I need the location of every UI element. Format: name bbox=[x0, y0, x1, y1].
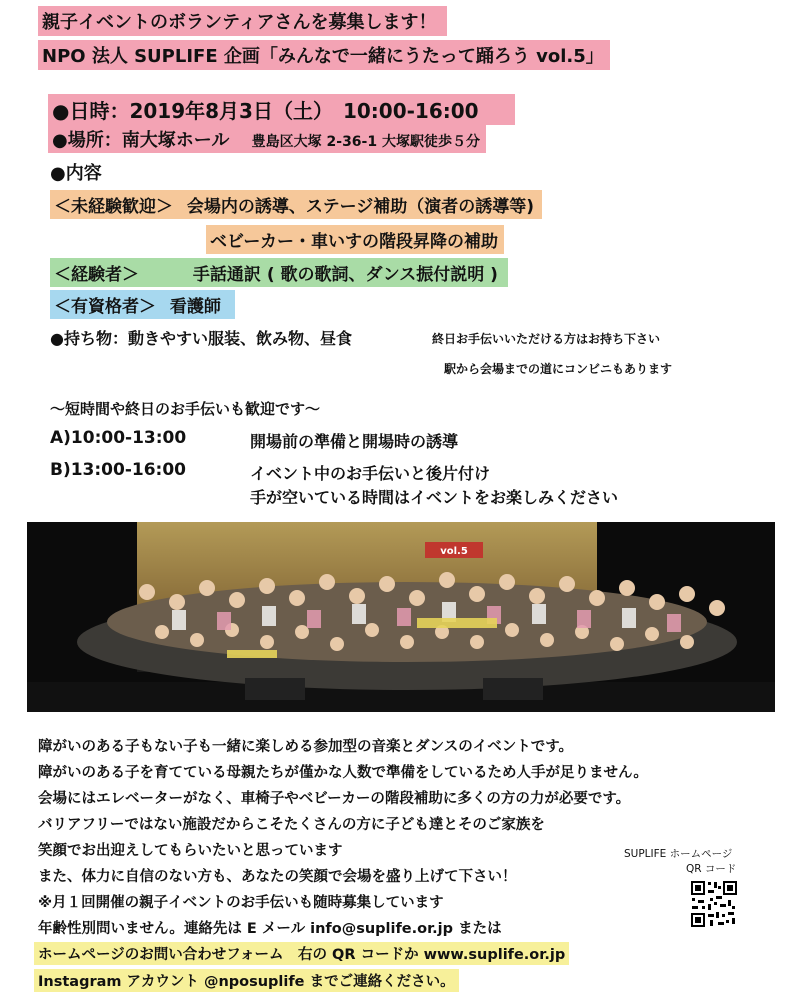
desc-line-4: バリアフリーではない施設だからこそたくさんの方に子ども達とそのご家族を bbox=[38, 817, 545, 833]
role-beginner-text: 会場内の誘導、ステージ補助（演者の誘導等) bbox=[186, 197, 535, 217]
desc-line-2: 障がいのある子を育てている母親たちが僅かな人数で準備をしているため人手が足りません。 bbox=[38, 765, 648, 781]
qr-caption-2: QR コード bbox=[686, 863, 737, 875]
group-photo bbox=[27, 522, 775, 712]
contact-line-3: Instagram アカウント @nposuplife までご連絡ください。 bbox=[34, 969, 459, 992]
schedule-a-time: A)10:00-13:00 bbox=[50, 428, 187, 448]
role-beginner-tag: ＜未経験歓迎＞ bbox=[54, 197, 173, 217]
event-place bbox=[48, 125, 486, 153]
content-label: ●内容 bbox=[50, 163, 102, 184]
belongings-note-1: 終日お手伝いいただける方はお持ち下さい bbox=[432, 332, 661, 346]
qr-code[interactable] bbox=[690, 880, 738, 928]
desc-line-5: 笑顔でお出迎えしてもらいたいと思っています bbox=[38, 843, 343, 859]
belongings: ●持ち物：動きやすい服装、飲み物、昼食 bbox=[50, 329, 352, 348]
desc-line-1: 障がいのある子もない子も一緒に楽しめる参加型の音楽とダンスのイベントです。 bbox=[38, 739, 574, 755]
role-experienced-tag: ＜経験者＞ bbox=[54, 265, 139, 285]
schedule-b-text-1: イベント中のお手伝いと後片付け bbox=[250, 464, 491, 483]
stage-banner-text: vol.5 bbox=[440, 546, 468, 557]
stage-speaker-left bbox=[245, 678, 305, 700]
place-label: ●場所：南大塚ホール bbox=[52, 130, 230, 151]
role-experienced bbox=[50, 258, 508, 287]
contact-line-2: ホームページのお問い合わせフォーム 右の QR コードか www.suplife.or.jp bbox=[34, 942, 569, 965]
role-experienced-text: 手話通訳 ( 歌の歌詞、ダンス振付説明 ) bbox=[192, 265, 498, 285]
belongings-note-2: 駅から会場までの道にコンビニもあります bbox=[444, 362, 673, 376]
header-title: 親子イベントのボランティアさんを募集します！ bbox=[38, 6, 447, 36]
desc-line-6: また、体力に自信のない方も、あなたの笑顔で会場を盛り上げて下さい！ bbox=[38, 869, 517, 885]
date-label: ●日時： bbox=[52, 99, 130, 123]
contact-line-1: 年齢性別問いません。連絡先は E メール info@suplife.or.jp または bbox=[38, 921, 502, 937]
qr-code-icon bbox=[690, 880, 738, 928]
desc-line-7: ※月１回開催の親子イベントのお手伝いも随時募集しています bbox=[38, 895, 444, 911]
desc-line-3: 会場にはエレベーターがなく、車椅子やベビーカーの階段補助に多くの方の力が必要です。 bbox=[38, 791, 631, 807]
group-photo-illustration bbox=[27, 522, 775, 712]
schedule-b-text-2: 手が空いている時間はイベントをお楽しみください bbox=[250, 488, 619, 507]
qr-caption-1: SUPLIFE ホームページ bbox=[624, 848, 733, 860]
date-value: 2019年8月3日（土） 10:00-16:00 bbox=[129, 99, 479, 123]
schedule-a-text: 開場前の準備と開場時の誘導 bbox=[250, 432, 459, 451]
role-qualified bbox=[50, 290, 235, 319]
stage-speaker-right bbox=[483, 678, 543, 700]
header-subtitle: NPO 法人 SUPLIFE 企画「みんなで一緒にうたって踊ろう vol.5」 bbox=[38, 40, 610, 70]
yellow-flag bbox=[417, 618, 497, 628]
place-address: 豊島区大塚 2-36-1 大塚駅徒歩５分 bbox=[251, 134, 480, 150]
role-qualified-tag: ＜有資格者＞ bbox=[54, 297, 156, 317]
schedule-intro: 〜短時間や終日のお手伝いも歓迎です〜 bbox=[50, 400, 321, 418]
role-qualified-text: 看護師 bbox=[169, 297, 221, 317]
role-beginner bbox=[50, 190, 542, 219]
event-date bbox=[48, 94, 515, 125]
role-stroller-assist: ベビーカー・車いすの階段昇降の補助 bbox=[206, 225, 504, 254]
schedule-b-time: B)13:00-16:00 bbox=[50, 460, 187, 480]
